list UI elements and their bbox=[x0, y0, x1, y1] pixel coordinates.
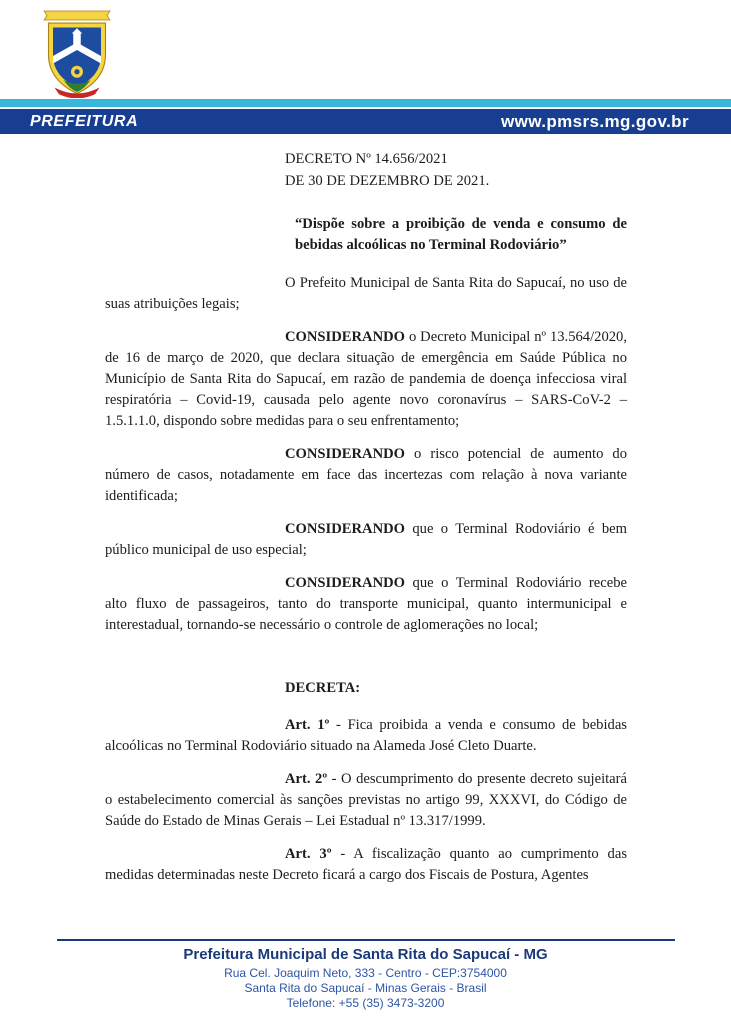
article-paragraph bbox=[105, 715, 627, 757]
article-lead: Art. 1º bbox=[285, 717, 330, 733]
footer-address: Rua Cel. Joaquim Neto, 333 - Centro - CEP:3754000 bbox=[224, 966, 507, 980]
consideration-paragraph bbox=[105, 444, 627, 507]
website-link[interactable]: www.pmsrs.mg.gov.br bbox=[500, 111, 689, 131]
paragraph-lead: CONSIDERANDO bbox=[285, 521, 406, 537]
decree-date-line: DE 30 DE DEZEMBRO DE 2021. bbox=[285, 173, 490, 189]
consideration-paragraph bbox=[105, 573, 627, 636]
paragraph-lead: CONSIDERANDO bbox=[285, 329, 406, 345]
page-footer bbox=[0, 939, 731, 1011]
consideration-paragraph bbox=[105, 327, 627, 432]
footer-rule bbox=[57, 939, 675, 941]
crest-svg bbox=[38, 8, 116, 98]
header-stripe bbox=[0, 99, 731, 107]
paragraph-text: o Decreto Municipal nº 13.564/2020, de 16 de março de 2020, que declara situação de emergência em Saúde Pública no Município de Santa Rita do Sapucaí, em razão de pandemia de doença infecciosa viral respiratória – Covid-19, causada pelo agente novo coronavírus – SARS-CoV-2 – 1.5.1.1.0, dispondo sobre medidas para o seu enfrentamento; bbox=[105, 329, 627, 429]
paragraph-lead: CONSIDERANDO bbox=[285, 575, 406, 591]
consideration-paragraph bbox=[105, 519, 627, 561]
prefeitura-label: PREFEITURA bbox=[30, 112, 139, 130]
article-text: - Fica proibida a venda e consumo de bebidas alcoólicas no Terminal Rodoviário situado na Alameda José Cleto Duarte. bbox=[105, 717, 627, 754]
article-paragraph bbox=[105, 769, 627, 832]
decree-body bbox=[0, 134, 731, 898]
footer-title: Prefeitura Municipal de Santa Rita do Sapucaí - MG bbox=[183, 946, 548, 963]
decree-title-block bbox=[285, 148, 627, 192]
decree-number-line: DECRETO Nº 14.656/2021 bbox=[285, 151, 448, 167]
municipal-crest-icon bbox=[38, 8, 116, 98]
opening-paragraph: O Prefeito Municipal de Santa Rita do Sapucaí, no uso de suas atribuições legais; bbox=[105, 275, 627, 312]
paragraph-text: que o Terminal Rodoviário recebe alto fluxo de passageiros, tanto do transporte municipal, quanto intermunicipal e interestadual, tornando-se necessário o controle de aglomerações no local; bbox=[105, 575, 627, 633]
header-bar bbox=[0, 109, 731, 134]
paragraph-text: o risco potencial de aumento do número de casos, notadamente em face das incertezas com relação à nova variante identificada; bbox=[105, 446, 627, 504]
article-text: - O descumprimento do presente decreto sujeitará o estabelecimento comercial às sanções previstas no artigo 99, XXXVI, do Código de Saúde do Estado de Minas Gerais – Lei Estadual nº 13.317/1999. bbox=[105, 771, 627, 829]
paragraph-text: que o Terminal Rodoviário é bem público municipal de uso especial; bbox=[105, 521, 627, 558]
decreta-heading: DECRETA: bbox=[285, 680, 361, 696]
footer-phone: Telefone: +55 (35) 3473-3200 bbox=[286, 996, 445, 1010]
decree-epigraph: “Dispõe sobre a proibição de venda e consumo de bebidas alcoólicas no Terminal Rodoviário” bbox=[295, 216, 627, 253]
article-lead: Art. 3º bbox=[285, 846, 332, 862]
paragraph-lead: CONSIDERANDO bbox=[285, 446, 406, 462]
footer-city: Santa Rita do Sapucaí - Minas Gerais - Brasil bbox=[244, 981, 487, 995]
article-lead: Art. 2º bbox=[285, 771, 328, 787]
article-text: - A fiscalização quanto ao cumprimento das medidas determinadas neste Decreto ficará a cargo dos Fiscais de Postura, Agentes bbox=[105, 846, 627, 883]
article-paragraph bbox=[105, 844, 627, 886]
header-bars bbox=[0, 99, 731, 134]
